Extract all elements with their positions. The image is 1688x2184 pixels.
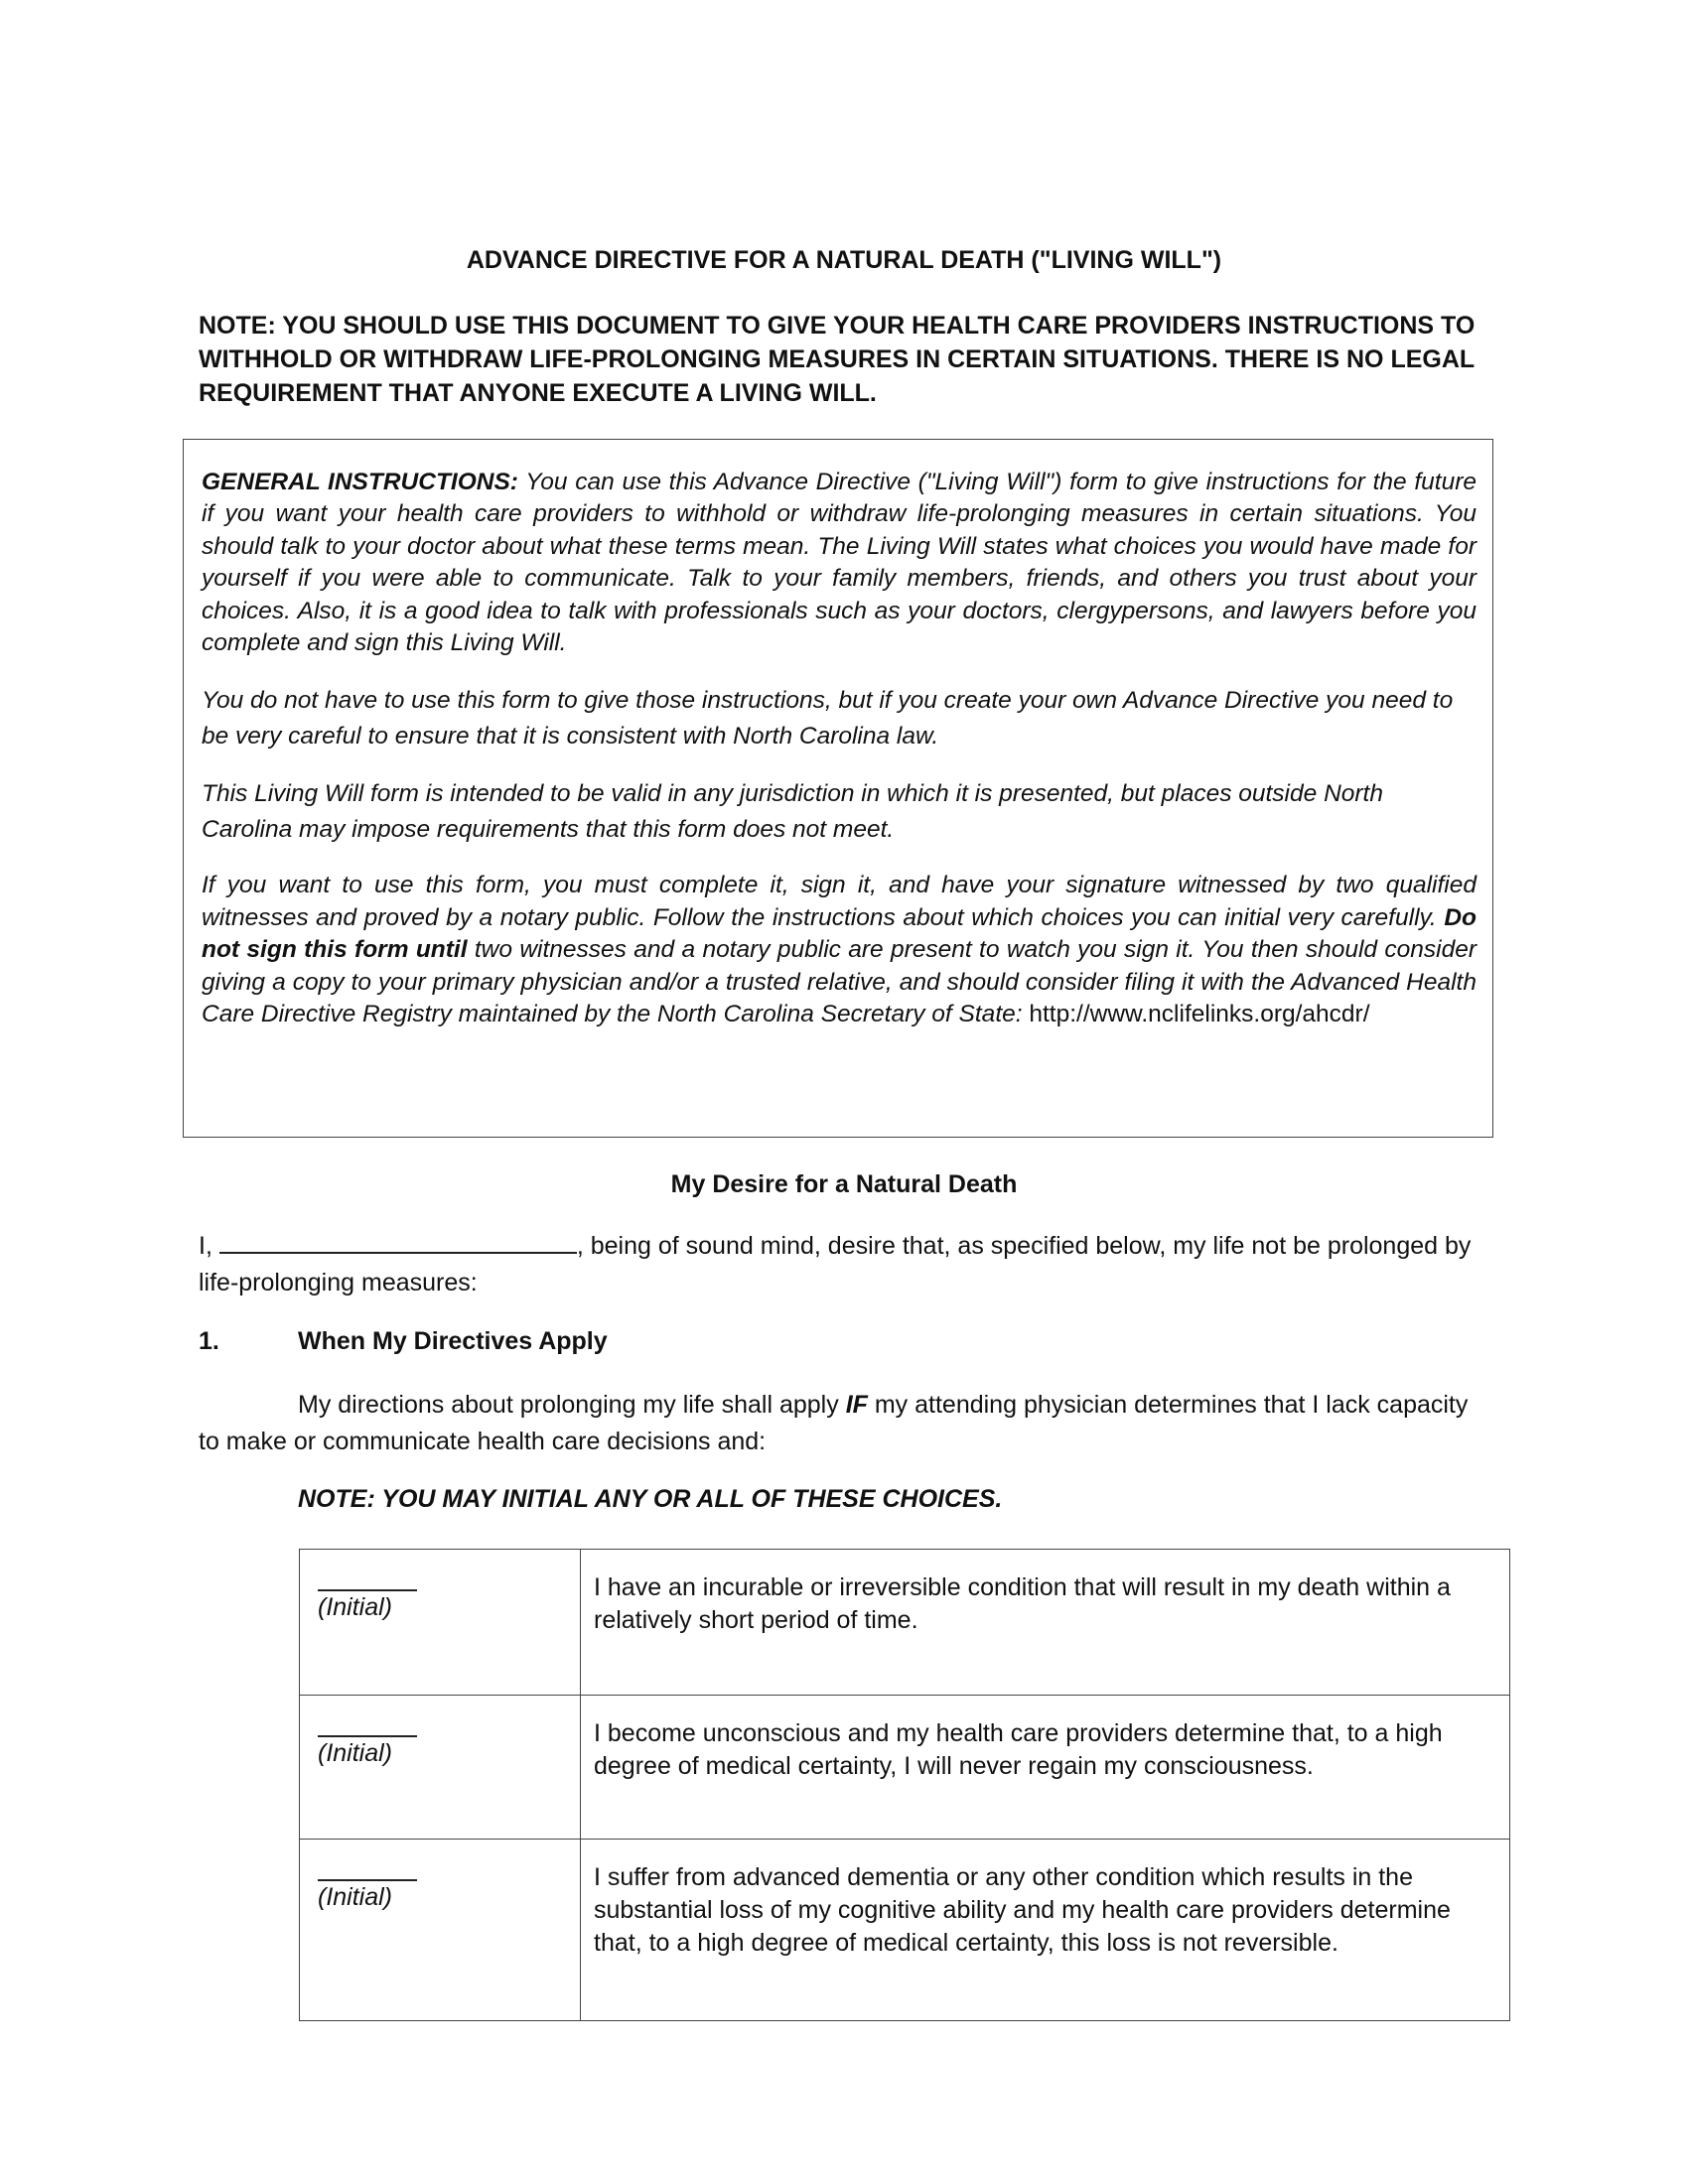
section-1-if: IF bbox=[845, 1391, 868, 1419]
initial-label: (Initial) bbox=[318, 1883, 393, 1911]
initial-field[interactable] bbox=[318, 1861, 417, 1881]
initial-label: (Initial) bbox=[318, 1593, 393, 1621]
section-1-title: When My Directives Apply bbox=[298, 1327, 608, 1355]
initial-field[interactable] bbox=[318, 1717, 417, 1737]
initial-cell bbox=[300, 1550, 581, 1696]
instructions-paragraph-1 bbox=[202, 467, 1477, 659]
initial-cell bbox=[300, 1696, 581, 1840]
choice-text: I suffer from advanced dementia or any other condition which results in the substantial loss of my cognitive ability and my health care providers determine that, to a high degree of medical certainty, this loss is not reversible. bbox=[581, 1840, 1510, 2021]
document-title: ADVANCE DIRECTIVE FOR A NATURAL DEATH ("LIVING WILL") bbox=[466, 246, 1222, 274]
section-1-number: 1. bbox=[199, 1327, 219, 1355]
choices-table bbox=[299, 1549, 1510, 2021]
name-field[interactable] bbox=[219, 1228, 577, 1254]
table-row bbox=[300, 1696, 1510, 1840]
instructions-text-1: You can use this Advance Directive ("Living Will") form to give instructions for the future if you want your health care providers to withhold or withdraw life-prolonging measures in certain situations. You should talk to your doctor about what these terms mean. The Living Will states what choices you would have made for yourself if you were able to communicate. Talk to your family members, friends, and others you trust about your choices. Also, it is a good idea to talk with professionals such as your doctors, clergypersons, and lawyers before you complete and sign this Living Will. bbox=[202, 469, 1477, 657]
choice-text: I have an incurable or irreversible condition that will result in my death within a relatively short period of time. bbox=[581, 1550, 1510, 1696]
section-1-heading bbox=[199, 1326, 608, 1356]
table-row bbox=[300, 1550, 1510, 1696]
initial-field[interactable] bbox=[318, 1571, 417, 1591]
section-1-text-a: My directions about prolonging my life shall apply bbox=[298, 1391, 846, 1419]
initial-cell bbox=[300, 1840, 581, 2021]
section-title-natural-death: My Desire for a Natural Death bbox=[670, 1170, 1018, 1198]
instructions-text-4b: two witnesses and a notary public are present to watch you sign it. You then should consider giving a copy to your primary physician and/or a trusted relative, and should consider filing it with the Advanced Health Care Directive Registry maintained by the North Carolina Secretary of State: bbox=[202, 936, 1477, 1028]
declaration-intro bbox=[199, 1228, 1489, 1301]
section-1-text bbox=[199, 1387, 1489, 1460]
instructions-paragraph-4 bbox=[202, 870, 1477, 1030]
choices-note: NOTE: YOU MAY INITIAL ANY OR ALL OF THESE CHOICES. bbox=[298, 1485, 1003, 1513]
initial-label: (Initial) bbox=[318, 1739, 393, 1767]
intro-suffix: , being of sound mind, desire that, as specified below, my life not be prolonged by life-prolonging measures: bbox=[199, 1232, 1472, 1297]
choice-text: I become unconscious and my health care providers determine that, to a high degree of medical certainty, I will never regain my consciousness. bbox=[581, 1696, 1510, 1840]
intro-prefix: I, bbox=[199, 1232, 219, 1260]
instructions-warning: Do not sign this form until bbox=[202, 903, 1477, 964]
legal-note: NOTE: YOU SHOULD USE THIS DOCUMENT TO GIVE YOUR HEALTH CARE PROVIDERS INSTRUCTIONS TO WITHHOLD OR WITHDRAW LIFE-PROLONGING MEASURES IN CERTAIN SITUATIONS. THERE IS NO LEGAL REQUIREMENT THAT ANYONE EXECUTE A LIVING WILL. bbox=[199, 312, 1476, 407]
general-instructions-box bbox=[183, 439, 1493, 1138]
instructions-lead: GENERAL INSTRUCTIONS: bbox=[202, 469, 518, 495]
instructions-text-4a: If you want to use this form, you must complete it, sign it, and have your signature witnessed by two qualified witnesses and proved by a notary public. Follow the instructions about which choices you can initial very carefully. bbox=[202, 872, 1477, 931]
instructions-paragraph-3: This Living Will form is intended to be valid in any jurisdiction in which it is presented, but places outside North Carolina may impose requirements that this form does not meet. bbox=[202, 780, 1383, 844]
instructions-paragraph-2: You do not have to use this form to give those instructions, but if you create your own Advance Directive you need to be very careful to ensure that it is consistent with North Carolina law. bbox=[202, 687, 1454, 751]
table-row bbox=[300, 1840, 1510, 2021]
section-1-text-b: my attending physician determines that I lack capacity to make or communicate health care decisions and: bbox=[199, 1391, 1469, 1455]
registry-link[interactable]: http://www.nclifelinks.org/ahcdr/ bbox=[1029, 1001, 1370, 1028]
